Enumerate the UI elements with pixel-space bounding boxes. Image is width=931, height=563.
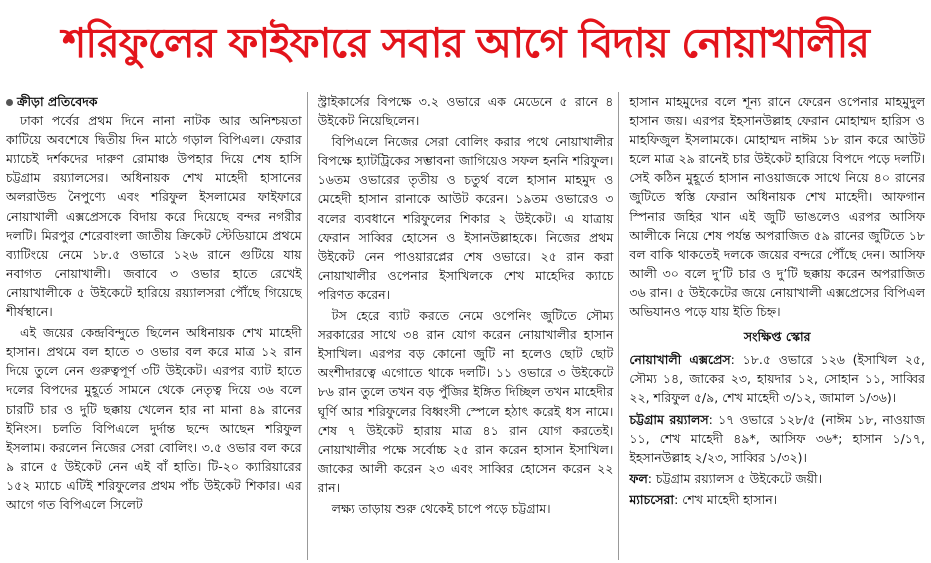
scorecard-line bbox=[629, 350, 925, 407]
scorecard-line bbox=[629, 490, 925, 509]
column-2 bbox=[318, 92, 620, 560]
scorecard-line bbox=[629, 410, 925, 467]
column-1 bbox=[6, 92, 308, 560]
score-text: : ১৮.৫ ওভারে ১২৬ (ইসাখিল ২৫, সৌম্য ১৪, জাকের ২৩, হায়দার ১২, সোহান ১১, সাব্বির ২২, শরিফুল ৫/৯, শেখ মাহেদী ৩/১২, জামাল ১/৩৬)। bbox=[629, 352, 926, 406]
bullet-icon bbox=[6, 99, 13, 106]
motm-text: : শেখ মাহেদী হাসান। bbox=[674, 491, 778, 507]
score-text: : ১৭ ওভারে ১২৮/৫ (নাঈম ১৮, নাওয়াজ ১১, শেখ মাহেদী ৪৯*, আসিফ ৩৬*; হাসান ১/১৭, ইহসানউল্লাহ ২/২৩, সাব্বির ১/৩২)। bbox=[629, 411, 926, 465]
headline-banner bbox=[0, 6, 931, 86]
paragraph: টস হেরে ব্যাট করতে নেমে ওপেনিং জুটিতে সৌম্য সরকারের সাথে ৩৪ রান যোগ করেন নোয়াখালীর হাসান ইসাখিল। এরপর বড় কোনো জুটি না হলেও ছোট ছোট অংশীদারত্বে এগোতে থাকে দলটি। ১১ ওভারে ৩ উইকেটে ৮৬ রান তুলে তখন বড় পুঁজির ইঙ্গিত দিচ্ছিল তখন মাহেদীর ঘূর্ণি আর শরিফুলের বিধ্বংসী স্পেলে হঠাৎ করেই ধস নামে। শেষ ৭ উইকেট হারায় মাত্র ৪১ রান যোগ করতেই। নোয়াখালীর পক্ষে সর্বোচ্চ ২৫ রান করেন হাসান ইসাখিল। জাকের আলী করেন ২৩ এবং সাব্বির হোসেন করেন ২২ রান। bbox=[317, 308, 614, 495]
motm-label: ম্যাচসেরা bbox=[629, 491, 675, 507]
paragraph: হাসান মাহমুদের বলে শূন্য রানে ফেরেন ওপেনার মাহমুদুল হাসান জয়। এরপর ইহসানউল্লাহ ফেরান মোহাম্মদ হারিস ও মাহফিজুল ইসলামকে। মোহাম্মদ নাঈম ১৮ রান করে আউট হলে মাত্র ২৯ রানেই চার উইকেট হারিয়ে বিপদে পড়ে দলটি। সেই কঠিন মুহূর্তে হাসান নাওয়াজকে সাথে নিয়ে ৪০ রানের জুটিতে স্বস্তি ফেরান অধিনায়ক শেখ মাহেদী। আফগান স্পিনার জহির খান এই জুটি ভাঙলেও এরপর আসিফ আলীকে নিয়ে শেষ পর্যন্ত অপরাজিত ৫৯ রানের জুটিতে ১৮ বল বাকি থাকতেই দলকে জয়ের বন্দরে পৌঁছে দেন। আসিফ আলী ৩০ বলে দু’টি চার ও দু’টি ছক্কায় করেন অপরাজিত ৩৬ রান। ৫ উইকেটের জয়ে নোয়াখালী এক্সপ্রেসের বিপিএল অভিযানও পড়ে যায় ইতি চিহ্ন। bbox=[629, 94, 926, 320]
result-label: ফল bbox=[629, 470, 648, 486]
scorecard-title: সংক্ষিপ্ত স্কোর bbox=[743, 329, 811, 345]
paragraph: লক্ষ্য তাড়ায় শুরু থেকেই চাপে পড়ে চট্টগ্রাম। bbox=[331, 500, 551, 516]
reporter-label: ক্রীড়া প্রতিবেদক bbox=[17, 94, 98, 109]
team-name: নোয়াখালী এক্সপ্রেস bbox=[629, 352, 731, 368]
result-text: : চট্টগ্রাম রয়্যালস ৫ উইকেটে জয়ী। bbox=[647, 470, 823, 486]
team-name: চট্টগ্রাম রয়্যালস bbox=[629, 411, 709, 427]
byline bbox=[6, 92, 302, 111]
column-3 bbox=[629, 92, 925, 560]
scorecard-line bbox=[629, 469, 925, 488]
paragraph: ঢাকা পর্বের প্রথম দিনে নানা নাটক আর অনিশ্চয়তা কাটিয়ে অবশেষে দ্বিতীয় দিন মাঠে গড়াল বিপিএল। ফেরার ম্যাচেই দর্শকদের দারুণ রোমাঞ্চ উপহার দিয়ে শেষ হাসি চট্টগ্রাম রয়্যালসের। অধিনায়ক শেখ মাহেদী হাসানের অলরাউন্ড নৈপুণ্যে এবং শরিফুল ইসলামের ফাইফারে নোয়াখালী এক্সপ্রেসকে বিদায় করে দিয়েছে বন্দর নগরীর দলটি। মিরপুর শেরেবাংলা জাতীয় ক্রিকেট স্টেডিয়ামে প্রথমে ব্যাটিংয়ে নেমে ১৮.৫ ওভারে ১২৬ রানে গুটিয়ে যায় নবাগত নোয়াখালী। জবাবে ৩ ওভার হাতে রেখেই নোয়াখালীকে ৫ উইকেটে হারিয়ে রয়্যালসরা পৌঁছে গিয়েছে শীর্ষস্থানে। bbox=[6, 113, 302, 320]
article-body bbox=[6, 92, 925, 560]
paragraph: বিপিএলে নিজের সেরা বোলিং করার পথে নোয়াখালীর বিপক্ষে হ্যাটট্রিকের সম্ভাবনা জাগিয়েও সফল হননি শরিফুল। ১৬তম ওভারের তৃতীয় ও চতুর্থ বলে হাসান মাহমুদ ও মেহেদী হাসান রানাকে আউট করেন। ১৯তম ওভারেও ৩ বলের ব্যবধানে শরিফুলের শিকার ২ উইকেট। এ যাত্রায় ফেরান সাব্বির হোসেন ও ইসানউল্লাহকে। নিজের প্রথম উইকেট নেন পাওয়ারপ্লের শেষ ওভারে। ২৫ রান করা নোয়াখালীর ওপেনার ইসাখিলকে শেখ মাহেদির ক্যাচে পরিণত করেন। bbox=[317, 134, 614, 302]
paragraph: স্ট্রাইকার্সের বিপক্ষে ৩.২ ওভারে এক মেডেনে ৫ রানে ৪ উইকেট নিয়েছিলেন। bbox=[317, 94, 614, 129]
paragraph: এই জয়ের কেন্দ্রবিন্দুতে ছিলেন অধিনায়ক শেখ মাহেদী হাসান। প্রথমে বল হাতে ৩ ওভার বল করে মাত্র ১২ রান দিয়ে তুলে নেন গুরুত্বপূর্ণ ৩টি উইকেট। এরপর ব্যাট হাতে দলের বিপদের মুহূর্তে সামনে থেকে নেতৃত্ব দিয়ে ৩৬ বলে চারটি চার ও দুটি ছক্কায় খেলেন হার না মানা ৪৯ রানের ইনিংস। চলতি বিপিএলে দুর্দান্ত ছন্দে আছেন শরিফুল ইসলাম। করলেন নিজের সেরা বোলিং। ৩.৫ ওভার বল করে ৯ রানে ৫ উইকেট নেন এই বাঁ হাতি। টি-২০ ক্যারিয়ারের ১৫২ ম্যাচে এটিই শরিফুলের প্রথম পাঁচ উইকেট শিকার। এর আগে গত বিপিএলে সিলেট bbox=[6, 325, 302, 512]
page-title: শরিফুলের ফাইফারে সবার আগে বিদায় নোয়াখালীর bbox=[62, 18, 869, 67]
